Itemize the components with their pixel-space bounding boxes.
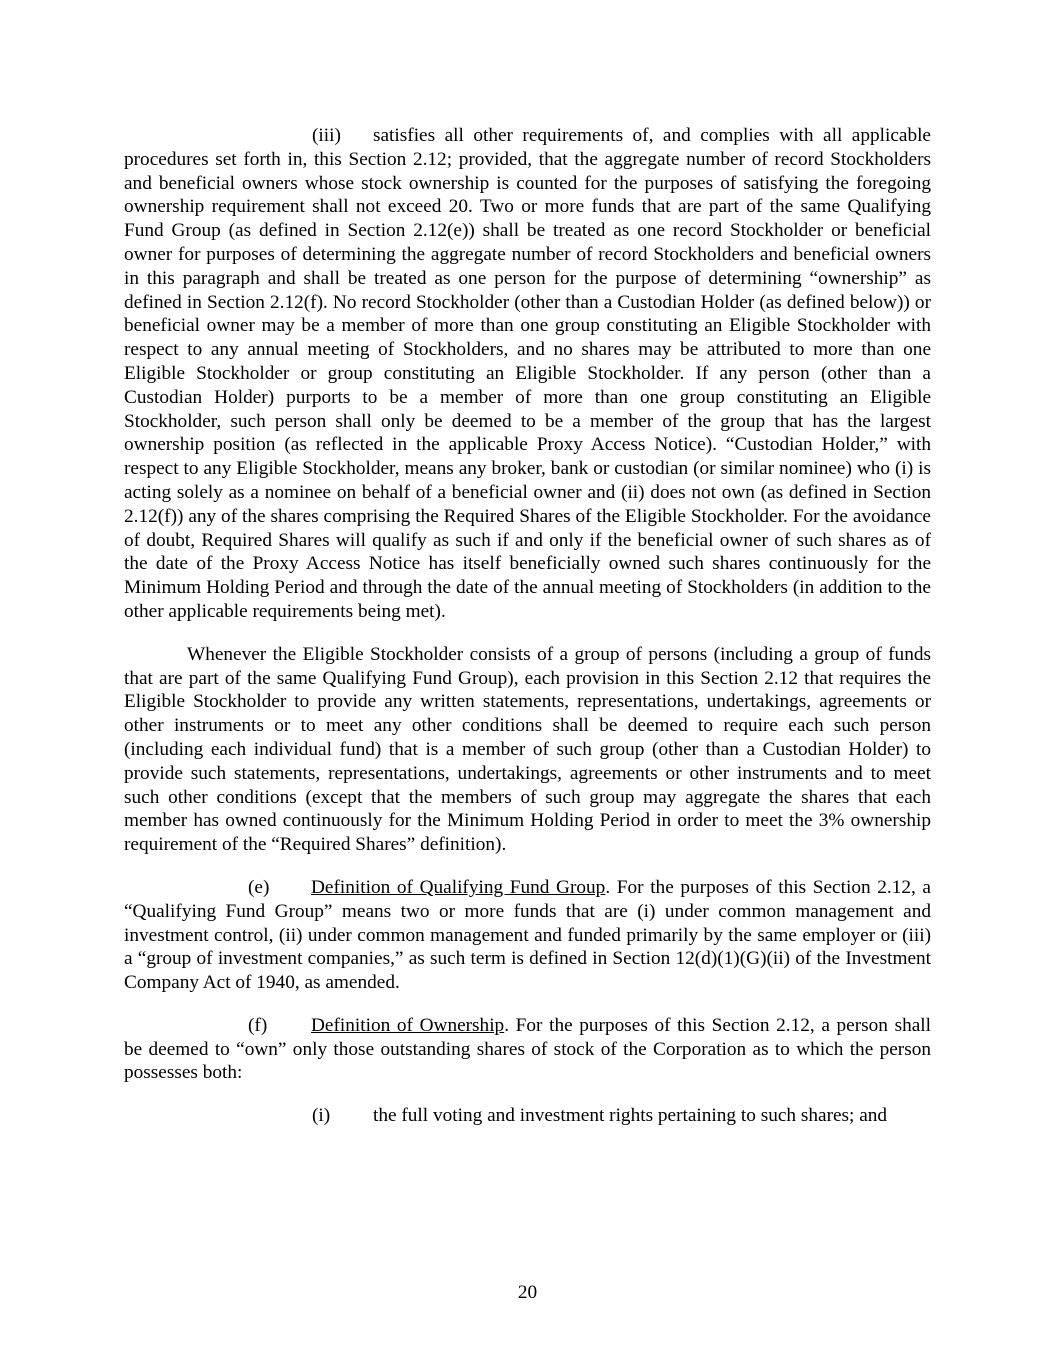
section-e-marker: (e) — [248, 876, 270, 898]
list-item-i-text: the full voting and investment rights pertaining to such shares; and — [373, 1105, 888, 1127]
section-f-text: . For the purposes of this Section 2.12, a person shall be deemed to “own” only those outstanding shares of stock of the Corporation as to which the person possesses both: — [124, 1014, 931, 1084]
list-item-i — [312, 1104, 931, 1128]
item-marker-iii: (iii) — [312, 125, 341, 146]
section-e-text: . For the purposes of this Section 2.12, a “Qualifying Fund Group” means two or more funds that are (i) under common management and investment control, (ii) under common management and funded primarily by the same employer or (iii) a “group of investment companies,” as such term is defined in Section 12(d)(1)(G)(ii) of the Investment Company Act of 1940, as amended. — [124, 876, 931, 994]
list-item-i-marker: (i) — [312, 1105, 331, 1127]
paragraph-eligible-group-text: Whenever the Eligible Stockholder consists of a group of persons (including a group of funds that are part of the same Qualifying Fund Group), each provision in this Section 2.12 that requires the Eligible Stockholder to provide any written statements, representations, undertakings, agreements or other instruments or to meet any other conditions shall be deemed to require each such person (including each individual fund) that is a member of such group (other than a Custodian Holder) to provide such statements, representations, undertakings, agreements or other instruments and to meet such other conditions (except that the members of such group may aggregate the shares that each member has owned continuously for the Minimum Holding Period in order to meet the 3% ownership requirement of the “Required Shares” definition). — [124, 643, 931, 856]
document-page — [124, 124, 931, 1128]
section-f-marker: (f) — [248, 1014, 268, 1036]
paragraph-iii-text: satisfies all other requirements of, and complies with all applicable procedures set forth in, this Section 2.12; provided, that the aggregate number of record Stockholders and beneficial owners whose stock ownership is counted for the purposes of satisfying the foregoing ownership requirement shall not exceed 20. Two or more funds that are part of the same Qualifying Fund Group (as defined in Section 2.12(e)) shall be treated as one record Stockholder or beneficial owner for purposes of determining the aggregate number of record Stockholders and beneficial owners in this paragraph and shall be treated as one person for the purpose of determining “ownership” as defined in Section 2.12(f). No record Stockholder (other than a Custodian Holder (as defined below)) or beneficial owner may be a member of more than one group constituting an Eligible Stockholder with respect to any annual meeting of Stockholders, and no shares may be attributed to more than one Eligible Stockholder or group constituting an Eligible Stockholder. If any person (other than a Custodian Holder) purports to be a member of more than one group constituting an Eligible Stockholder, such person shall only be deemed to be a member of the group that has the largest ownership position (as reflected in the applicable Proxy Access Notice). “Custodian Holder,” with respect to any Eligible Stockholder, means any broker, bank or custodian (or similar nominee) who (i) is acting solely as a nominee on behalf of a beneficial owner and (ii) does not own (as defined in Section 2.12(f)) any of the shares comprising the Required Shares of the Eligible Stockholder. For the avoidance of doubt, Required Shares will qualify as such if and only if the beneficial owner of such shares as of the date of the Proxy Access Notice has itself beneficially owned such shares continuously for the Minimum Holding Period and through the date of the annual meeting of Stockholders (in addition to the other applicable requirements being met). — [124, 125, 931, 622]
paragraph-eligible-group — [124, 643, 931, 857]
page-number: 20 — [517, 1282, 538, 1303]
section-e-heading: Definition of Qualifying Fund Group — [311, 876, 606, 898]
section-e-paragraph — [124, 876, 931, 995]
paragraph-iii — [124, 124, 931, 624]
section-f-heading: Definition of Ownership — [311, 1014, 505, 1036]
section-f-paragraph — [124, 1014, 931, 1085]
